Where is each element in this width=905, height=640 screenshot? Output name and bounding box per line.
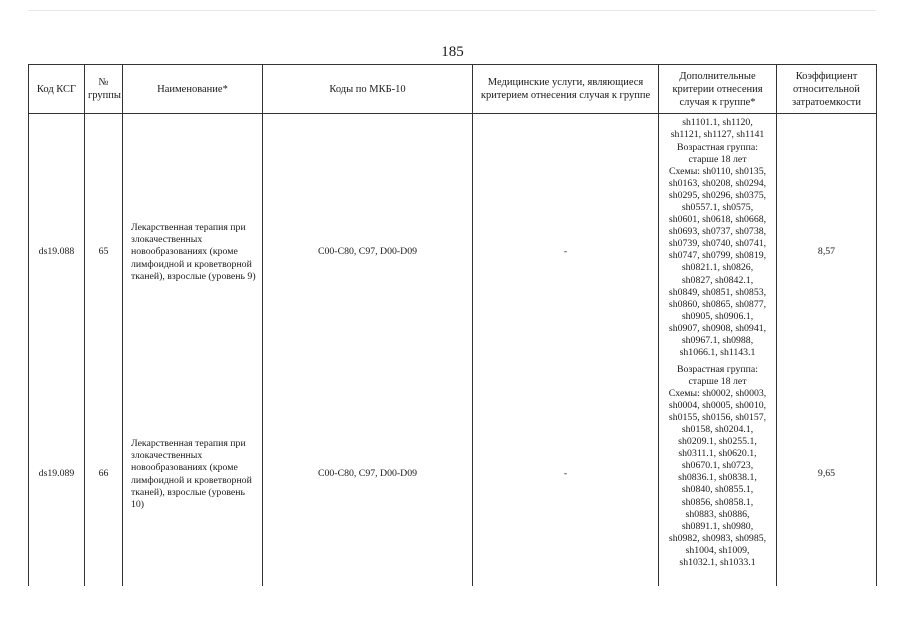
criteria-line: sh0891.1, sh0980, <box>681 520 754 532</box>
criteria-line: sh0311.1, sh0620.1, <box>678 448 757 460</box>
group-name-text: Лекарственная терапия при злокачественных новообразованиях (кроме лимфоидной и кроветворной тканей), взрослые (уровень 9) <box>131 222 256 282</box>
criteria-line: sh0982, sh0983, sh0985, <box>668 532 767 544</box>
ksg-code: ds19.088 <box>29 142 85 364</box>
table-row <box>29 142 877 364</box>
criteria-line: sh0747, sh0799, sh0819, <box>668 250 767 262</box>
table-header-row <box>29 65 877 114</box>
criteria-line: sh1066.1, sh1143.1 <box>679 347 756 359</box>
page-number: 185 <box>441 44 464 60</box>
header-group: № группы <box>85 65 123 114</box>
criteria-line: sh0856, sh0858.1, <box>681 496 754 508</box>
group-name <box>123 142 263 364</box>
group-name-text: Лекарственная терапия при злокачественных новообразованиях (кроме лимфоидной и кроветворной тканей), взрослые (уровень 10) <box>131 438 252 510</box>
criteria-line: sh0860, sh0865, sh0877, <box>668 298 767 310</box>
criteria-line: sh0295, sh0296, sh0375, <box>668 189 767 201</box>
criteria-line: старше 18 лет <box>688 375 747 387</box>
ksg-table <box>28 64 877 586</box>
criteria-line: sh0827, sh0842.1, <box>681 274 754 286</box>
criteria-line: sh0907, sh0908, sh0941, <box>668 322 767 334</box>
continuation-row <box>29 114 877 142</box>
criteria-line: sh0557.1, sh0575, <box>681 201 754 213</box>
continuation-criteria <box>659 114 777 142</box>
header-coef: Коэффициент относительной затратоемкости <box>777 65 877 114</box>
group-name <box>123 364 263 586</box>
criteria-line: Возрастная группа: <box>677 141 758 153</box>
ksg-code: ds19.089 <box>29 364 85 586</box>
criteria-line: Схемы: sh0110, sh0135, <box>668 165 767 177</box>
header-name: Наименование* <box>123 65 263 114</box>
criteria-line: Возрастная группа: <box>677 363 758 375</box>
criteria-line: sh0849, sh0851, sh0853, <box>668 286 767 298</box>
criteria-line: sh1121, sh1127, sh1141 <box>670 129 765 141</box>
group-number: 66 <box>85 364 123 586</box>
criteria-line: sh0670.1, sh0723, <box>681 460 754 472</box>
criteria-line: старше 18 лет <box>688 153 747 165</box>
criteria-line: sh0739, sh0740, sh0741, <box>668 238 767 250</box>
additional-criteria <box>659 364 777 586</box>
criteria-line: Схемы: sh0002, sh0003, <box>668 387 767 399</box>
header-services: Медицинские услуги, являющиеся критерием отнесения случая к группе <box>473 65 659 114</box>
table-row <box>29 364 877 586</box>
additional-criteria <box>659 142 777 364</box>
criteria-line: sh0836.1, sh0838.1, <box>678 472 757 484</box>
medical-services: - <box>473 364 659 586</box>
group-number: 65 <box>85 142 123 364</box>
criteria-line: sh0821.1, sh0826, <box>681 262 754 274</box>
cost-coefficient: 8,57 <box>777 142 877 364</box>
criteria-line: sh1101.1, sh1120, <box>682 117 753 129</box>
criteria-line: sh0158, sh0204.1, <box>681 423 754 435</box>
header-mkb: Коды по МКБ-10 <box>263 65 473 114</box>
top-scan-line <box>28 10 876 11</box>
criteria-line: sh0693, sh0737, sh0738, <box>668 226 767 238</box>
criteria-line: sh0004, sh0005, sh0010, <box>668 399 767 411</box>
header-code: Код КСГ <box>29 65 85 114</box>
header-criteria: Дополнительные критерии отнесения случая к группе* <box>659 65 777 114</box>
criteria-line: sh0163, sh0208, sh0294, <box>668 177 767 189</box>
criteria-line: sh0967.1, sh0988, <box>681 335 754 346</box>
mkb-codes: C00-C80, C97, D00-D09 <box>263 142 473 364</box>
criteria-line: sh0840, sh0855.1, <box>681 484 754 496</box>
criteria-line: sh1032.1, sh1033.1 <box>679 557 756 568</box>
cost-coefficient: 9,65 <box>777 364 877 586</box>
criteria-line: sh1004, sh1009, <box>685 544 750 556</box>
criteria-line: sh0601, sh0618, sh0668, <box>668 214 767 226</box>
criteria-line: sh0883, sh0886, <box>685 508 750 520</box>
criteria-line: sh0209.1, sh0255.1, <box>678 436 757 448</box>
mkb-codes: C00-C80, C97, D00-D09 <box>263 364 473 586</box>
criteria-line: sh0155, sh0156, sh0157, <box>668 411 767 423</box>
criteria-line: sh0905, sh0906.1, <box>681 310 754 322</box>
medical-services: - <box>473 142 659 364</box>
